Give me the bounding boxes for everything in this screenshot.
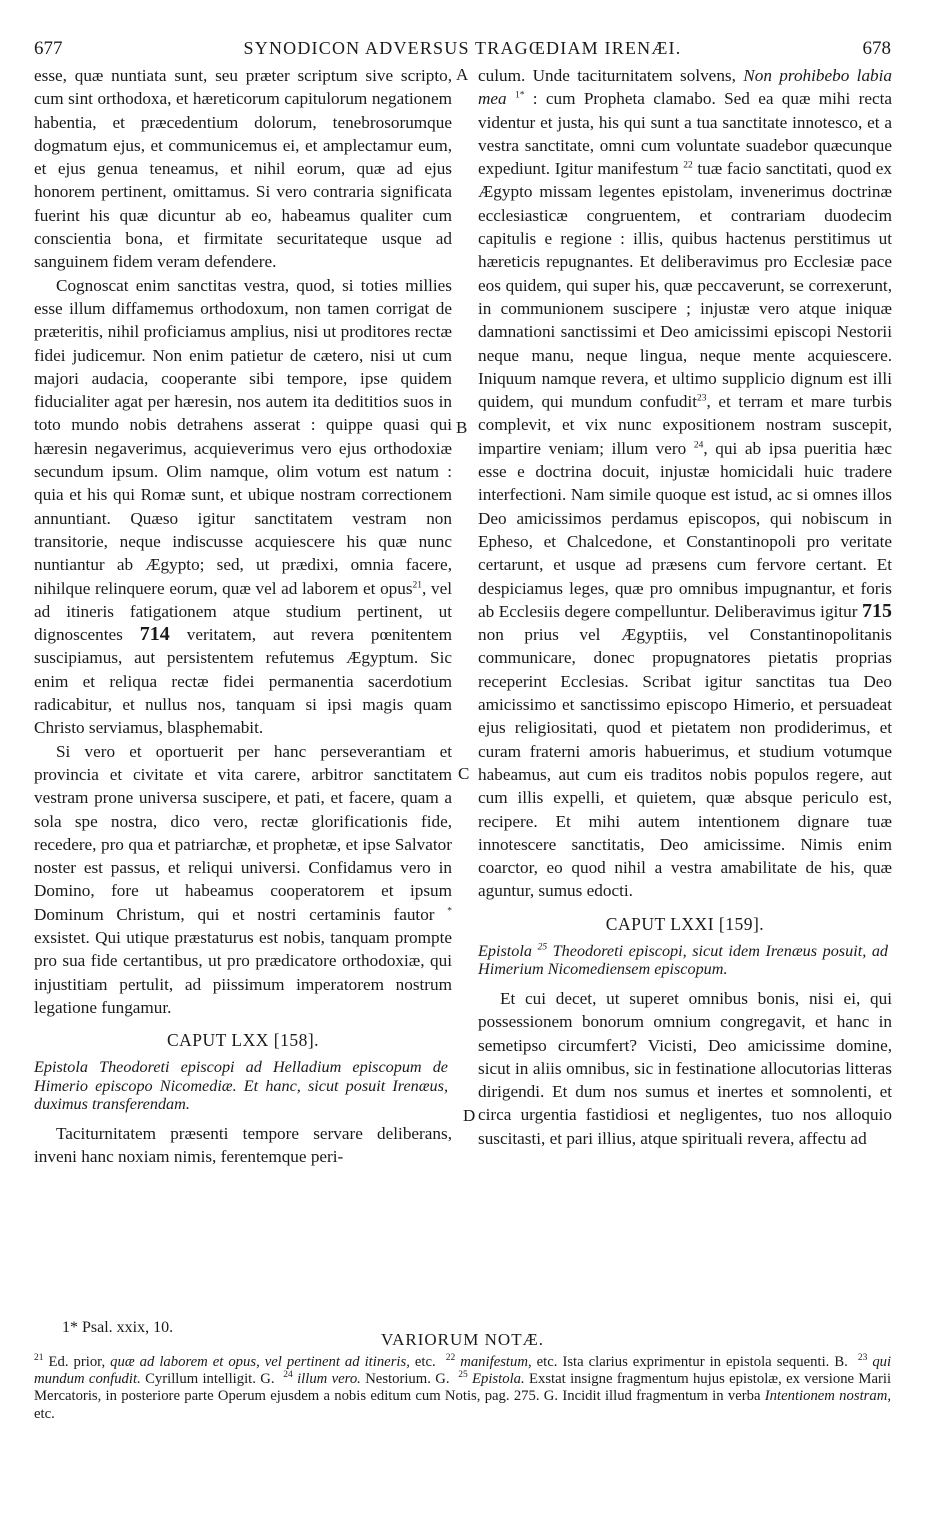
page-number-left: 677 [34, 38, 63, 59]
note-24-italic: illum vero. [297, 1371, 361, 1388]
running-title: SYNODICON ADVERSUS TRAGŒDIAM IRENÆI. [243, 38, 682, 58]
right-paragraph-1 [478, 64, 892, 903]
left-paragraph-2-text-b: , vel ad itineris fatigationem atque studium pertinent, ut dignoscentes [34, 578, 453, 645]
footnote-ref-22: 22 [683, 160, 693, 171]
left-column [34, 64, 452, 1169]
note-23-text: Cyrillum intelligit. G. [145, 1371, 275, 1388]
right-paragraph-1-text-b: : cum Propheta clamabo. Sed ea quæ mihi recta videntur et justa, his qui sunt a tua sanctitate innotesco, et a vestra sanctitate, omni cum voluntate suadebor quæcunque expediunt. Igitur manifestum [478, 89, 892, 179]
note-number-22: 22 [445, 1353, 456, 1364]
notes-paragraph [34, 1354, 891, 1423]
footnote-ref-1: 1* [514, 90, 525, 101]
margin-page-number-left: 714 [139, 623, 170, 646]
right-paragraph-2: Et cui decet, ut superet omnibus bonis, nisi ei, qui possessionem bonorum omnium congregavit, et hanc in semetipso circumfert? Vicisti, Deo amicissime domine, sicut in aliis omnibus, sic in festinatione allocutorias litteras dirigendi. Et dum nos sumus et inertes et somnolenti, et circa urgentia fastidiosi et negligentes, tuo nos alloquio suscitasti, et pari illius, atque spirituali revera, affectu ad [478, 988, 892, 1148]
note-25-italic-2: Intentionem nostram, [764, 1388, 892, 1405]
variorum-notes [34, 1354, 891, 1423]
note-25-text: Exstat insigne fragmentum hujus epistolæ, ex versione Marii Mercatoris, in posteriore parte Operum ejusdem a nobis editum cum Notis, pag. 275. G. Incidit illud fragmentum in verba [34, 1371, 892, 1405]
note-25-etc: etc. [34, 1405, 55, 1422]
notes-title: VARIORUM NOTÆ. [381, 1330, 544, 1349]
note-25-italic: Epistola. [472, 1371, 525, 1388]
footnote-ref-23: 23 [697, 393, 707, 404]
right-paragraph-1-text-a: culum. Unde taciturnitatem solvens, [478, 66, 736, 85]
left-paragraph-3-text-a: Si vero et oportuerit per hanc perseverantiam et provincia et civitate et vita carere, arbitror sanctitatem vestram prone universa suscipere, et pati, et facere, quam a sola spe nostra, dico vero, rectæ glorificationis fide, recedere, pro qua et patriarchæ, et prophetæ, et ipse Salvator noster est passus, et reliqui universi. Confidamus vero in Domino, fore ut habeamus cooperatorem et ipsum Dominum Christum, qui et nostri certaminis fautor [34, 741, 452, 924]
epistle-heading-lxxi [478, 942, 892, 979]
left-paragraph-2-text-c: veritatem, aut revera pœnitentem suscipiamus, aut persistentem refutemus Ægyptum. Sic enim et reliqua rectæ fidei permanentia sacerdotium radicabitur, et nullus nos, tanquam si ipsi magis quam Christo serviamus, blasphemabit. [34, 625, 453, 738]
footnote-ref-21: 21 [412, 579, 423, 590]
note-22-italic: manifestum, [460, 1354, 532, 1370]
note-number-25: 25 [458, 1370, 468, 1381]
chapter-heading-lxx: CAPUT LXX [158]. [166, 1030, 320, 1051]
right-column [478, 64, 892, 1150]
quotation-non-prohibebo: Non prohibebo labia mea [478, 66, 893, 109]
running-header [34, 38, 891, 60]
right-paragraph-1-text-d: , et terram et mare turbis complevit, et vix nunc expositionem nostram suscepit, impartire veniam; illum vero [478, 392, 892, 458]
right-paragraph-1-text-e: , qui ab ipsa pueritia hæc esse e doctrina docuit, injustæ homicidali huic tradere interfectioni. Nam simile quoque est istud, ac si omnes illos Deo amicissimos perdamus episcopos, qui nobiscum in Epheso, et Chalcedone, et Constantinopoli pro veritate certarunt, et usque ad præsens cum fervore certant. Et despiciamus leges, quæ pro omnibus impugnantur, et foris ab Ecclesiis degere compelluntur. Deliberavimus igitur [478, 438, 892, 621]
note-number-21: 21 [34, 1353, 44, 1364]
footnote-ref-24: 24 [693, 440, 704, 451]
chapter-heading-lxxi: CAPUT LXXI [159]. [605, 913, 765, 934]
margin-letter-d: D [463, 1106, 476, 1125]
page-number-right: 678 [862, 38, 891, 59]
left-paragraph-1: esse, quæ nuntiata sunt, seu præter scriptum sive scripto, cum sint orthodoxa, et hæreticorum capitulorum negationem habentia, et præcedentium dolorum, tenebrosorumque dogmatum ejus, et communicemus ei, et amplectamur eum, et ejus genua teneamus, et nihil eorum, quæ ad ejus honorem pertinent, omittamus. Si vero contraria significata fuerint his quæ dicuntur ab eo, habeamus qualiter cum conscientia bona, et firmitate securitateque usque ad sanguinem fidem veram defendere. [34, 66, 452, 272]
note-21-text: Ed. prior, [48, 1354, 106, 1370]
right-paragraph-1-text-c: tuæ facio sanctitati, quod ex Ægypto missam legentes epistolam, invenerimus doctrinæ ecclesiasticæ congruentem, et contrariam duodecim capitulis e regione : illis, quibus hactenus perstitimus ut hæreticis repugnantes. Et deliberavimus pro Ecclesiæ pace eos quidem, qui super his, quæ peccaverunt, se correxerunt, in communionem suscipere ; injustæ vero atque iniquæ damnationi sanctissimi et Deo amicissimi episcopi Nestorii neque manu, neque lingua, neque mente acquiescere. Iniquum namque revera, et ultimo supplicio dignum est illi quidem, qui mundum confudit [478, 159, 893, 412]
right-paragraph-1-text-f: non prius vel Ægyptiis, vel Constantinopolitanis communicare, donec propugnatores pietatis proprias receperint Ecclesias. Scribat igitur sanctitas tua Deo amicissimo et sanctissimo episcopo Himerio, et persuadeat ejus religiositati, quod et pietatem non prodiderimus, et curam fraterni amoris habuerimus, et studium votumque habeamus, aut cum eis traditos nobis populos regere, aut cum illis expelli, et quietem, quæ absque periculo est, recipere. Et mihi autem intentionem dignare tuæ innotescere sanctitatis, Deo amicissime. Nimis enim coarctor, eo quod nihil a vestra amabilitate de his, quæ aguntur, sumus edocti. [478, 625, 892, 901]
note-22-text: etc. Ista clarius exprimentur in epistola sequenti. B. [536, 1354, 848, 1370]
epistle-heading-lxxi-a: Epistola [478, 941, 532, 960]
note-number-24: 24 [283, 1370, 293, 1381]
footnote-ref-star: * [447, 905, 452, 916]
margin-letter-b: B [456, 418, 468, 437]
note-21-etc: etc. [414, 1354, 436, 1370]
note-24-text: Nestorium. G. [365, 1371, 450, 1388]
left-paragraph-4: Taciturnitatem præsenti tempore servare deliberans, inveni hanc noxiam nimis, ferentemque peri- [34, 1123, 452, 1167]
note-21-italic: quæ ad laborem et opus, vel pertinent ad itineris, [110, 1354, 410, 1370]
footnote-ref-25: 25 [537, 942, 548, 953]
left-paragraph-3-text-b: exsistet. Qui utique præstaturus est nobis, tanquam prompte pro sua fide certantibus, ut pro prædicatore orthodoxiæ, qui injustitiam pertulit, ad piissimum imperatorem nostrum legatione fungamur. [34, 927, 452, 1017]
margin-page-number-right: 715 [862, 599, 892, 622]
note-23-italic: qui mundum confudit. [34, 1354, 892, 1388]
left-paragraph-2 [34, 274, 452, 740]
psalm-reference: 1* Psal. xxix, 10. [62, 1319, 174, 1336]
left-paragraph-3 [34, 740, 452, 1020]
left-paragraph-2-text-a: Cognoscat enim sanctitas vestra, quod, si toties millies esse illum diffamemus orthodoxum, non tamen corrigat de præteritis, nihil proficiamus amplius, nisi ut proditores rectæ fidei judicemur. Non enim patietur de cætero, nisi ut cum majori audacia, cooperante sibi tempore, ipse quidem fiducialiter agat per hæresin, nos autem ita dedititios suos in toto mundo nobis detrahens asserat : quippe quasi qui hæresin negaverimus, acquieverimus vero ejus orthodoxiæ secundum ipsum. Olim namque, olim votum est natum : quia et his qui Romæ sunt, et ubique nostram correctionem annuntiant. Quæso igitur sanctitatem vestram non transitorie, neque indiscusse acquiescere his quæ nunc nuntiantur ab Ægypto; sed, ut prædixi, omnia facere, nihilque relinquere eorum, quæ vel ad laborem et opus [34, 275, 452, 598]
margin-letter-a: A [456, 65, 469, 84]
epistle-heading-lxx: Epistola Theodoreti episcopi ad Helladium episcopum de Himerio episcopo Nicomediæ. Et hanc, sicut posuit Irenæus, duximus transferendam. [34, 1058, 448, 1114]
note-number-23: 23 [857, 1353, 868, 1364]
epistle-heading-lxxi-b: Theodoreti episcopi, sicut idem Irenæus posuit, ad Himerium Nicomediensem episcopum. [478, 941, 889, 979]
margin-letter-c: C [458, 764, 470, 783]
